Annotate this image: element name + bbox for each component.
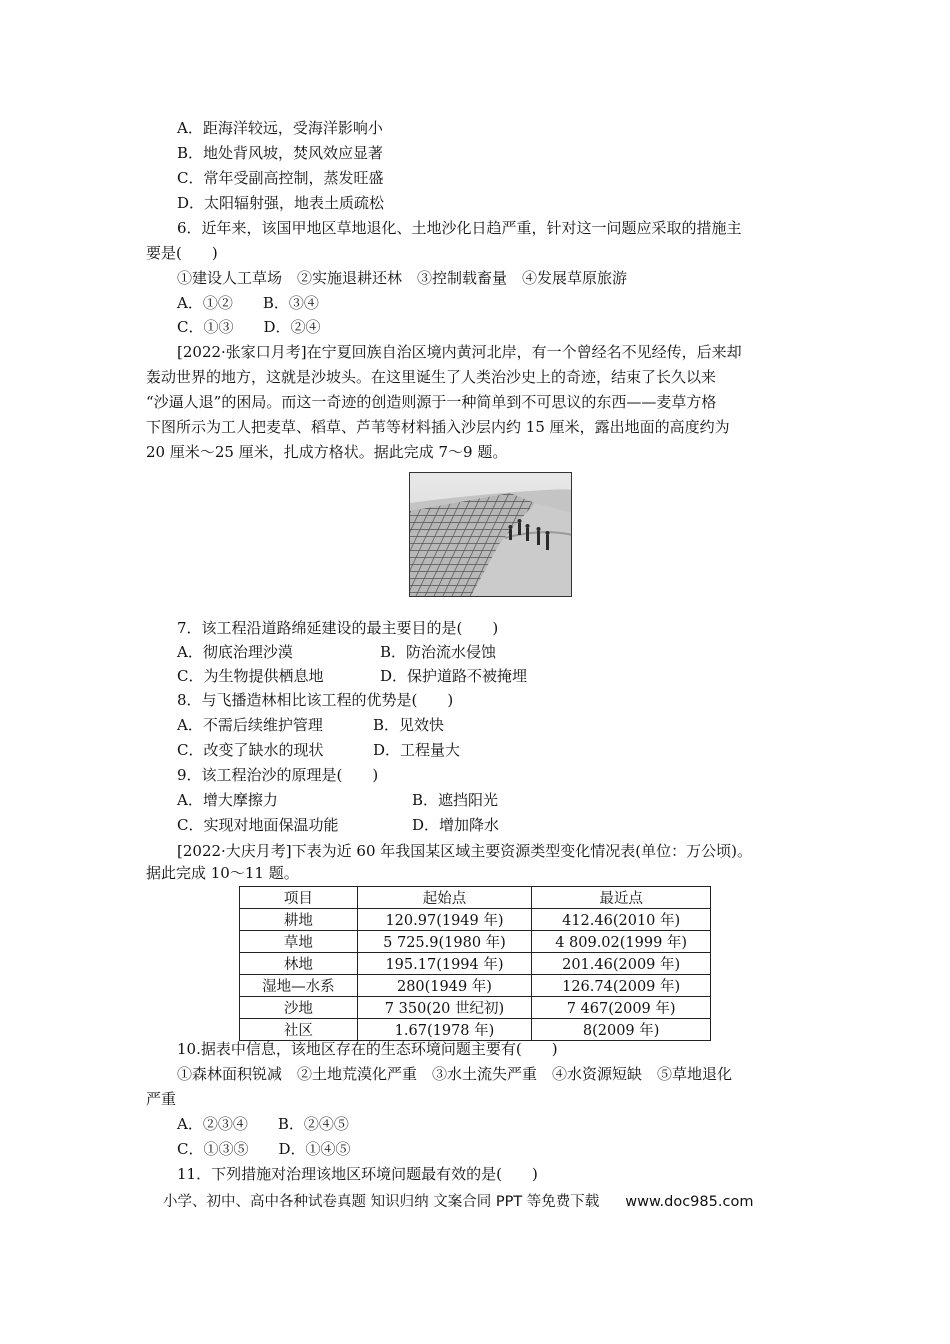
passage1-line: [2022·张家口月考]在宁夏回族自治区境内黄河北岸，有一个曾经名不见经传，后来却 [177,343,742,361]
q11-stem: 11．下列措施对治理该地区环境问题最有效的是( ) [177,1165,538,1183]
table-cell: 湿地—水系 [240,975,358,997]
table-cell: 8(2009 年) [532,1019,711,1041]
resource-change-table [239,886,711,1041]
q6-options-ab: A．①② B．③④ [177,294,319,312]
q7-stem: 7．该工程沿道路绵延建设的最主要目的是( ) [177,619,499,637]
table-cell: 126.74(2009 年) [532,975,711,997]
passage1-line: 下图所示为工人把麦草、稻草、芦苇等材料插入沙层内约 15 厘米，露出地面的高度约为 [146,418,730,436]
q8-option-a: A．不需后续维护管理 [177,716,323,734]
q6-options-cd: C．①③ D．②④ [177,318,321,336]
q8-stem: 8．与飞播造林相比该工程的优势是( ) [177,691,454,709]
table-cell: 195.17(1994 年) [357,953,532,975]
table-cell: 412.46(2010 年) [532,909,711,931]
table-cell: 耕地 [240,909,358,931]
q5-option-c: C．常年受副高控制，蒸发旺盛 [177,169,384,187]
table-cell: 林地 [240,953,358,975]
q9-option-c: C．实现对地面保温功能 [177,816,339,834]
q7-option-d: D．保护道路不被掩埋 [380,667,528,685]
q9-option-b: B．遮挡阳光 [412,791,499,809]
q6-items: ①建设人工草场 ②实施退耕还林 ③控制载畜量 ④发展草原旅游 [177,269,628,287]
table-cell: 120.97(1949 年) [357,909,532,931]
q5-option-d: D．太阳辐射强，地表土质疏松 [177,194,385,212]
q7-option-a: A．彻底治理沙漠 [177,643,293,661]
straw-checkerboard-photo [409,472,572,597]
footer [163,1190,753,1211]
q8-option-d: D．工程量大 [373,741,461,759]
table-row [240,909,711,931]
table-cell: 社区 [240,1019,358,1041]
q9-option-d: D．增加降水 [412,816,500,834]
q5-option-a: A．距海洋较远，受海洋影响小 [177,119,383,137]
table-cell: 1.67(1978 年) [357,1019,532,1041]
table-row [240,953,711,975]
table-cell: 7 350(20 世纪初) [357,997,532,1019]
q9-stem: 9．该工程治沙的原理是( ) [177,766,379,784]
q7-option-b: B．防治流水侵蚀 [380,643,497,661]
footer-site-link[interactable]: www.doc985.com [625,1194,754,1210]
table-cell: 4 809.02(1999 年) [532,931,711,953]
table-cell: 草地 [240,931,358,953]
table-header-row [240,887,711,909]
table-row [240,931,711,953]
table-cell: 沙地 [240,997,358,1019]
q10-items: ①森林面积锐减 ②土地荒漠化严重 ③水土流失严重 ④水资源短缺 ⑤草地退化 [177,1065,733,1083]
table-header: 最近点 [532,887,711,909]
q8-option-c: C．改变了缺水的现状 [177,741,324,759]
table-cell: 280(1949 年) [357,975,532,997]
footer-text: 小学、初中、高中各种试卷真题 知识归纳 文案合同 PPT 等免费下载 [163,1194,600,1210]
q10-options-ab: A．②③④ B．②④⑤ [177,1115,349,1133]
q6-stem: 6．近年来，该国甲地区草地退化、土地沙化日趋严重，针对这一问题应采取的措施主 [177,219,742,237]
table-cell: 5 725.9(1980 年) [357,931,532,953]
passage2-line: 据此完成 10～11 题。 [146,864,299,882]
passage1-line: “沙逼人退”的困局。而这一奇迹的创造则源于一种简单到不可思议的东西——麦草方格 [146,393,717,411]
q10-items-cont: 严重 [146,1090,177,1108]
q6-stem-cont: 要是( ) [146,244,218,262]
table-cell: 201.46(2009 年) [532,953,711,975]
q5-option-b: B．地处背风坡，焚风效应显著 [177,144,384,162]
q9-option-a: A．增大摩擦力 [177,791,278,809]
q8-option-b: B．见效快 [373,716,445,734]
table-cell: 7 467(2009 年) [532,997,711,1019]
table-row [240,997,711,1019]
q10-stem: 10.据表中信息，该地区存在的生态环境问题主要有( ) [177,1040,558,1058]
q10-options-cd: C．①③⑤ D．①④⑤ [177,1140,351,1158]
q7-option-c: C．为生物提供栖息地 [177,667,324,685]
passage2-line: [2022·大庆月考]下表为近 60 年我国某区域主要资源类型变化情况表(单位：万公顷)。 [177,842,752,860]
table-header: 起始点 [357,887,532,909]
table-row [240,975,711,997]
passage1-line: 轰动世界的地方，这就是沙坡头。在这里诞生了人类治沙史上的奇迹，结束了长久以来 [146,368,717,386]
table-header: 项目 [240,887,358,909]
passage1-line: 20 厘米～25 厘米，扎成方格状。据此完成 7～9 题。 [146,443,508,461]
